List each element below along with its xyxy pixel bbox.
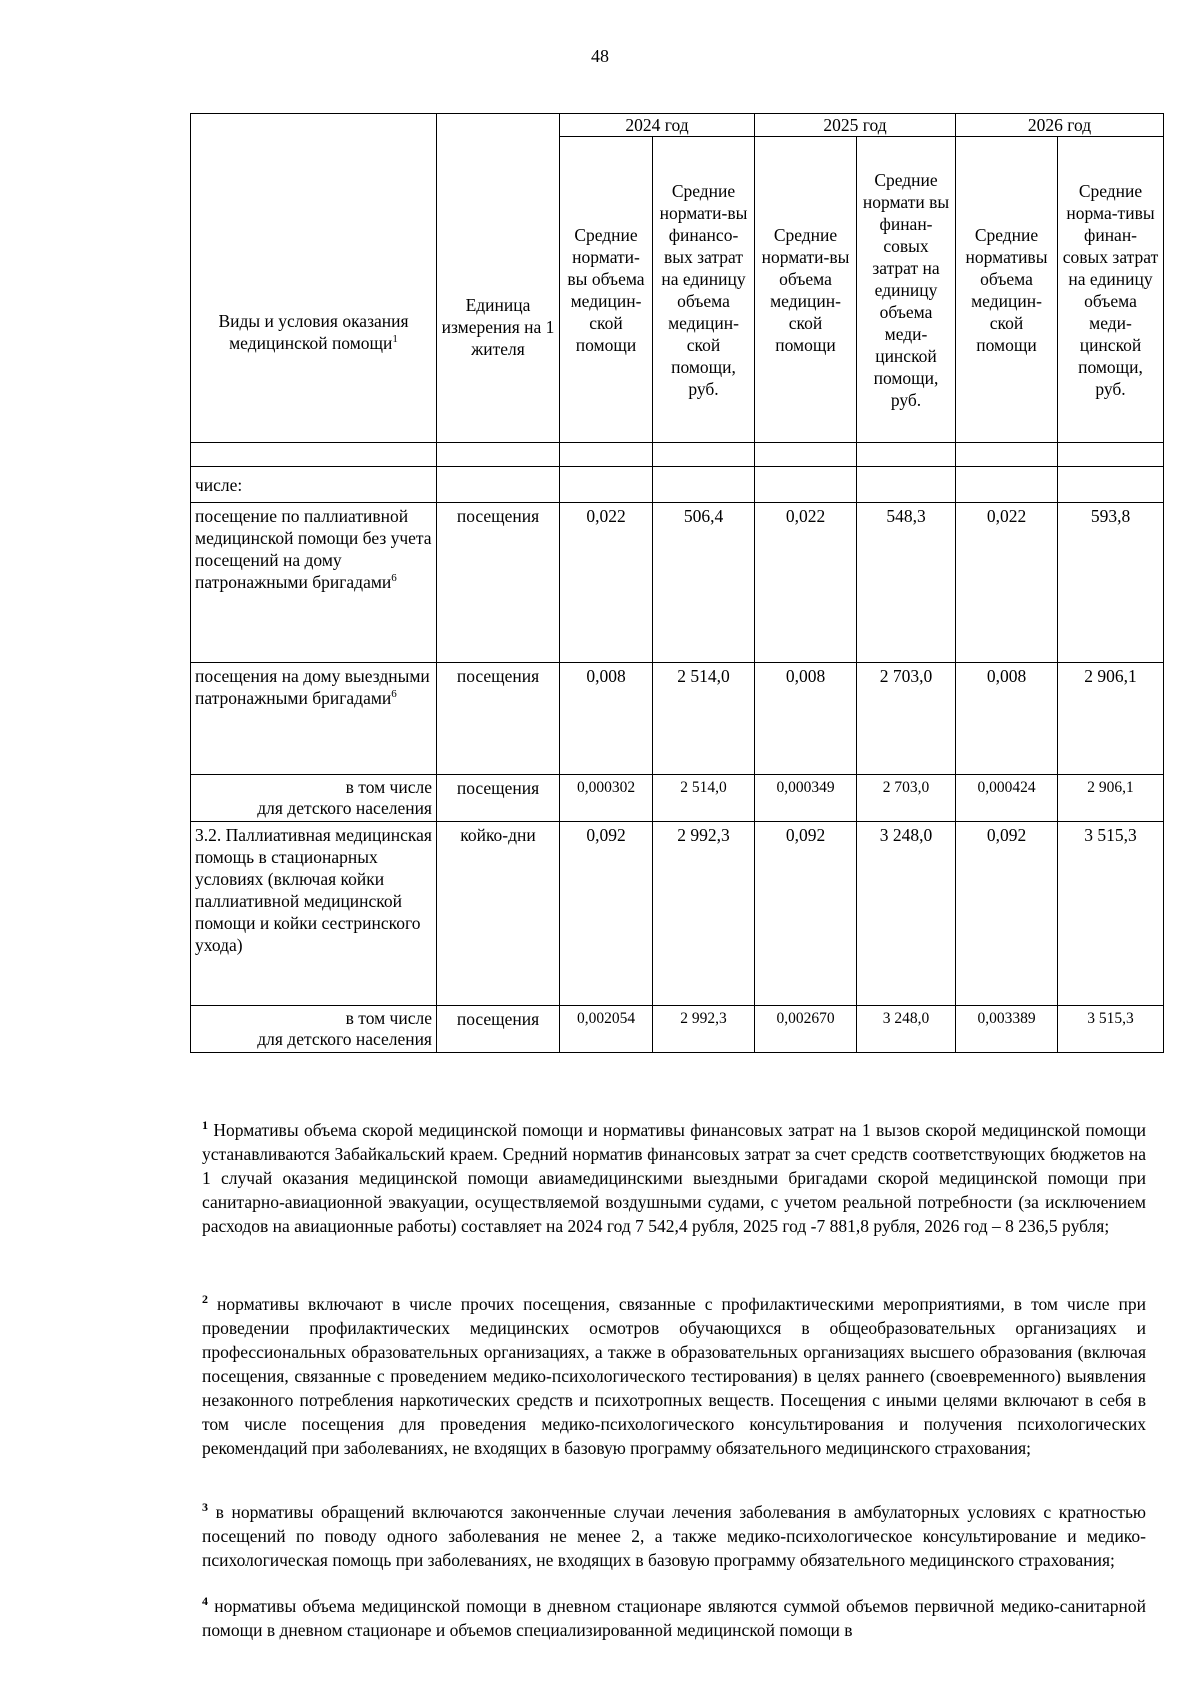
row-unit: посещения <box>437 1006 560 1053</box>
header-fin-2025: Средние нормати вы финан-совых затрат на единицу объема меди-цинской помощи, руб. <box>857 137 956 443</box>
cell-value: 3 248,0 <box>857 822 956 1006</box>
cell-value: 0,022 <box>560 503 653 663</box>
year-2024: 2024 год <box>560 114 755 137</box>
cell-value: 2 992,3 <box>653 1006 755 1053</box>
cell-value: 0,000302 <box>560 775 653 822</box>
cell-value: 3 248,0 <box>857 1006 956 1053</box>
header-fin-2024: Средние нормати-вы финансо-вых затрат на единицу объема медицин-ской помощи, руб. <box>653 137 755 443</box>
cell-value: 0,008 <box>560 663 653 775</box>
row-name: посещения на дому выездными патронажными бригадами$^6$ <box>191 663 437 775</box>
cell-value: 0,002054 <box>560 1006 653 1053</box>
cell-value: 2 906,1 <box>1058 775 1164 822</box>
cell-value: 0,008 <box>956 663 1058 775</box>
cell-value: 506,4 <box>653 503 755 663</box>
section-label-row <box>191 467 1164 503</box>
table-row <box>191 503 1164 663</box>
cell-value: 0,092 <box>755 822 857 1006</box>
row-unit: посещения <box>437 775 560 822</box>
table-row <box>191 1006 1164 1053</box>
header-vol-2025: Средние нормати-вы объема медицин-ской помощи <box>755 137 857 443</box>
row-unit: посещения <box>437 503 560 663</box>
header-unit: Единица измерения на 1 жителя <box>437 114 560 443</box>
cell-value: 0,092 <box>560 822 653 1006</box>
cell-value: 3 515,3 <box>1058 822 1164 1006</box>
year-2026: 2026 год <box>956 114 1164 137</box>
row-name: в том числе для детского населения <box>191 1006 437 1053</box>
cell-value: 2 703,0 <box>857 775 956 822</box>
cell-value: 2 514,0 <box>653 663 755 775</box>
cell-value: 0,022 <box>956 503 1058 663</box>
page-number: 48 <box>591 46 609 66</box>
header-fin-2026: Средние норма-тивы финан-совых затрат на единицу объема меди-цинской помощи, руб. <box>1058 137 1164 443</box>
cell-value: 593,8 <box>1058 503 1164 663</box>
cell-value: 2 906,1 <box>1058 663 1164 775</box>
cell-value: 0,022 <box>755 503 857 663</box>
row-unit: койко-дни <box>437 822 560 1006</box>
header-vol-2024: Средние нормати-вы объема медицин-ской помощи <box>560 137 653 443</box>
cell-value: 0,092 <box>956 822 1058 1006</box>
cell-value: 0,002670 <box>755 1006 857 1053</box>
cell-value: 0,008 <box>755 663 857 775</box>
section-label: числе: <box>191 467 437 503</box>
spacer-row <box>191 443 1164 467</box>
norms-table <box>190 113 1164 1053</box>
row-name: посещение по паллиативной медицинской помощи без учета посещений на дому патронажными бригадами$^6$ <box>191 503 437 663</box>
cell-value: 3 515,3 <box>1058 1006 1164 1053</box>
footnote-2: $^2$ нормативы включают в числе прочих посещения, связанные с профилактическими мероприятиями, в том числе при проведении профилактических медицинских осмотров обучающихся в общеобразовательных организациях и профессиональных образовательных организациях, а также в образовательных организациях высшего образования (включая посещения, связанные с проведением медико-психологического тестирования) в целях раннего (своевременного) выявления незаконного потребления наркотических средств и психотропных веществ. Посещения с иными целями включают в себя в том числе посещения для проведения медико-психологического консультирования и получения психологических рекомендаций при заболеваниях, не входящих в базовую программу обязательного медицинского страхования; <box>202 1292 1146 1458</box>
table-row <box>191 663 1164 775</box>
cell-value: 0,000424 <box>956 775 1058 822</box>
year-header-row <box>191 114 1164 137</box>
header-types: Виды и условия оказания медицинской помощи$^1$ <box>191 114 437 443</box>
cell-value: 548,3 <box>857 503 956 663</box>
footnote-4: $^4$ нормативы объема медицинской помощи в дневном стационаре являются суммой объемов первичной медико-санитарной помощи в дневном стационаре и объемов специализированной медицинской помощи в <box>202 1594 1146 1640</box>
cell-value: 2 703,0 <box>857 663 956 775</box>
year-2025: 2025 год <box>755 114 956 137</box>
footnote-3: $^3$ в нормативы обращений включаются законченные случаи лечения заболевания в амбулаторных условиях с кратностью посещений по поводу одного заболевания не менее 2, а также медико-психологическое консультирование и медико-психологическая помощь при заболеваниях, не входящих в базовую программу обязательного медицинского страхования; <box>202 1500 1146 1570</box>
cell-value: 2 514,0 <box>653 775 755 822</box>
row-unit: посещения <box>437 663 560 775</box>
cell-value: 0,000349 <box>755 775 857 822</box>
table-row <box>191 822 1164 1006</box>
cell-value: 2 992,3 <box>653 822 755 1006</box>
footnote-1: $^1$ Нормативы объема скорой медицинской помощи и нормативы финансовых затрат на 1 вызов скорой медицинской помощи устанавливаются Забайкальский краем. Средний норматив финансовых затрат за счет средств соответствующих бюджетов на 1 случай оказания медицинской помощи авиамедицинскими выездными бригадами скорой медицинской помощи при санитарно-авиационной эвакуации, осуществляемой воздушными судами, с учетом реальной потребности (за исключением расходов на авиационные работы) составляет на 2024 год 7 542,4 рубля, 2025 год -7 881,8 рубля, 2026 год – 8 236,5 рубля; <box>202 1118 1146 1236</box>
table-row <box>191 775 1164 822</box>
cell-value: 0,003389 <box>956 1006 1058 1053</box>
row-name: в том числе для детского населения <box>191 775 437 822</box>
row-name: 3.2. Паллиативная медицинская помощь в стационарных условиях (включая койки паллиативной медицинской помощи и койки сестринского ухода) <box>191 822 437 1006</box>
header-vol-2026: Средние нормативы объема медицин-ской помощи <box>956 137 1058 443</box>
